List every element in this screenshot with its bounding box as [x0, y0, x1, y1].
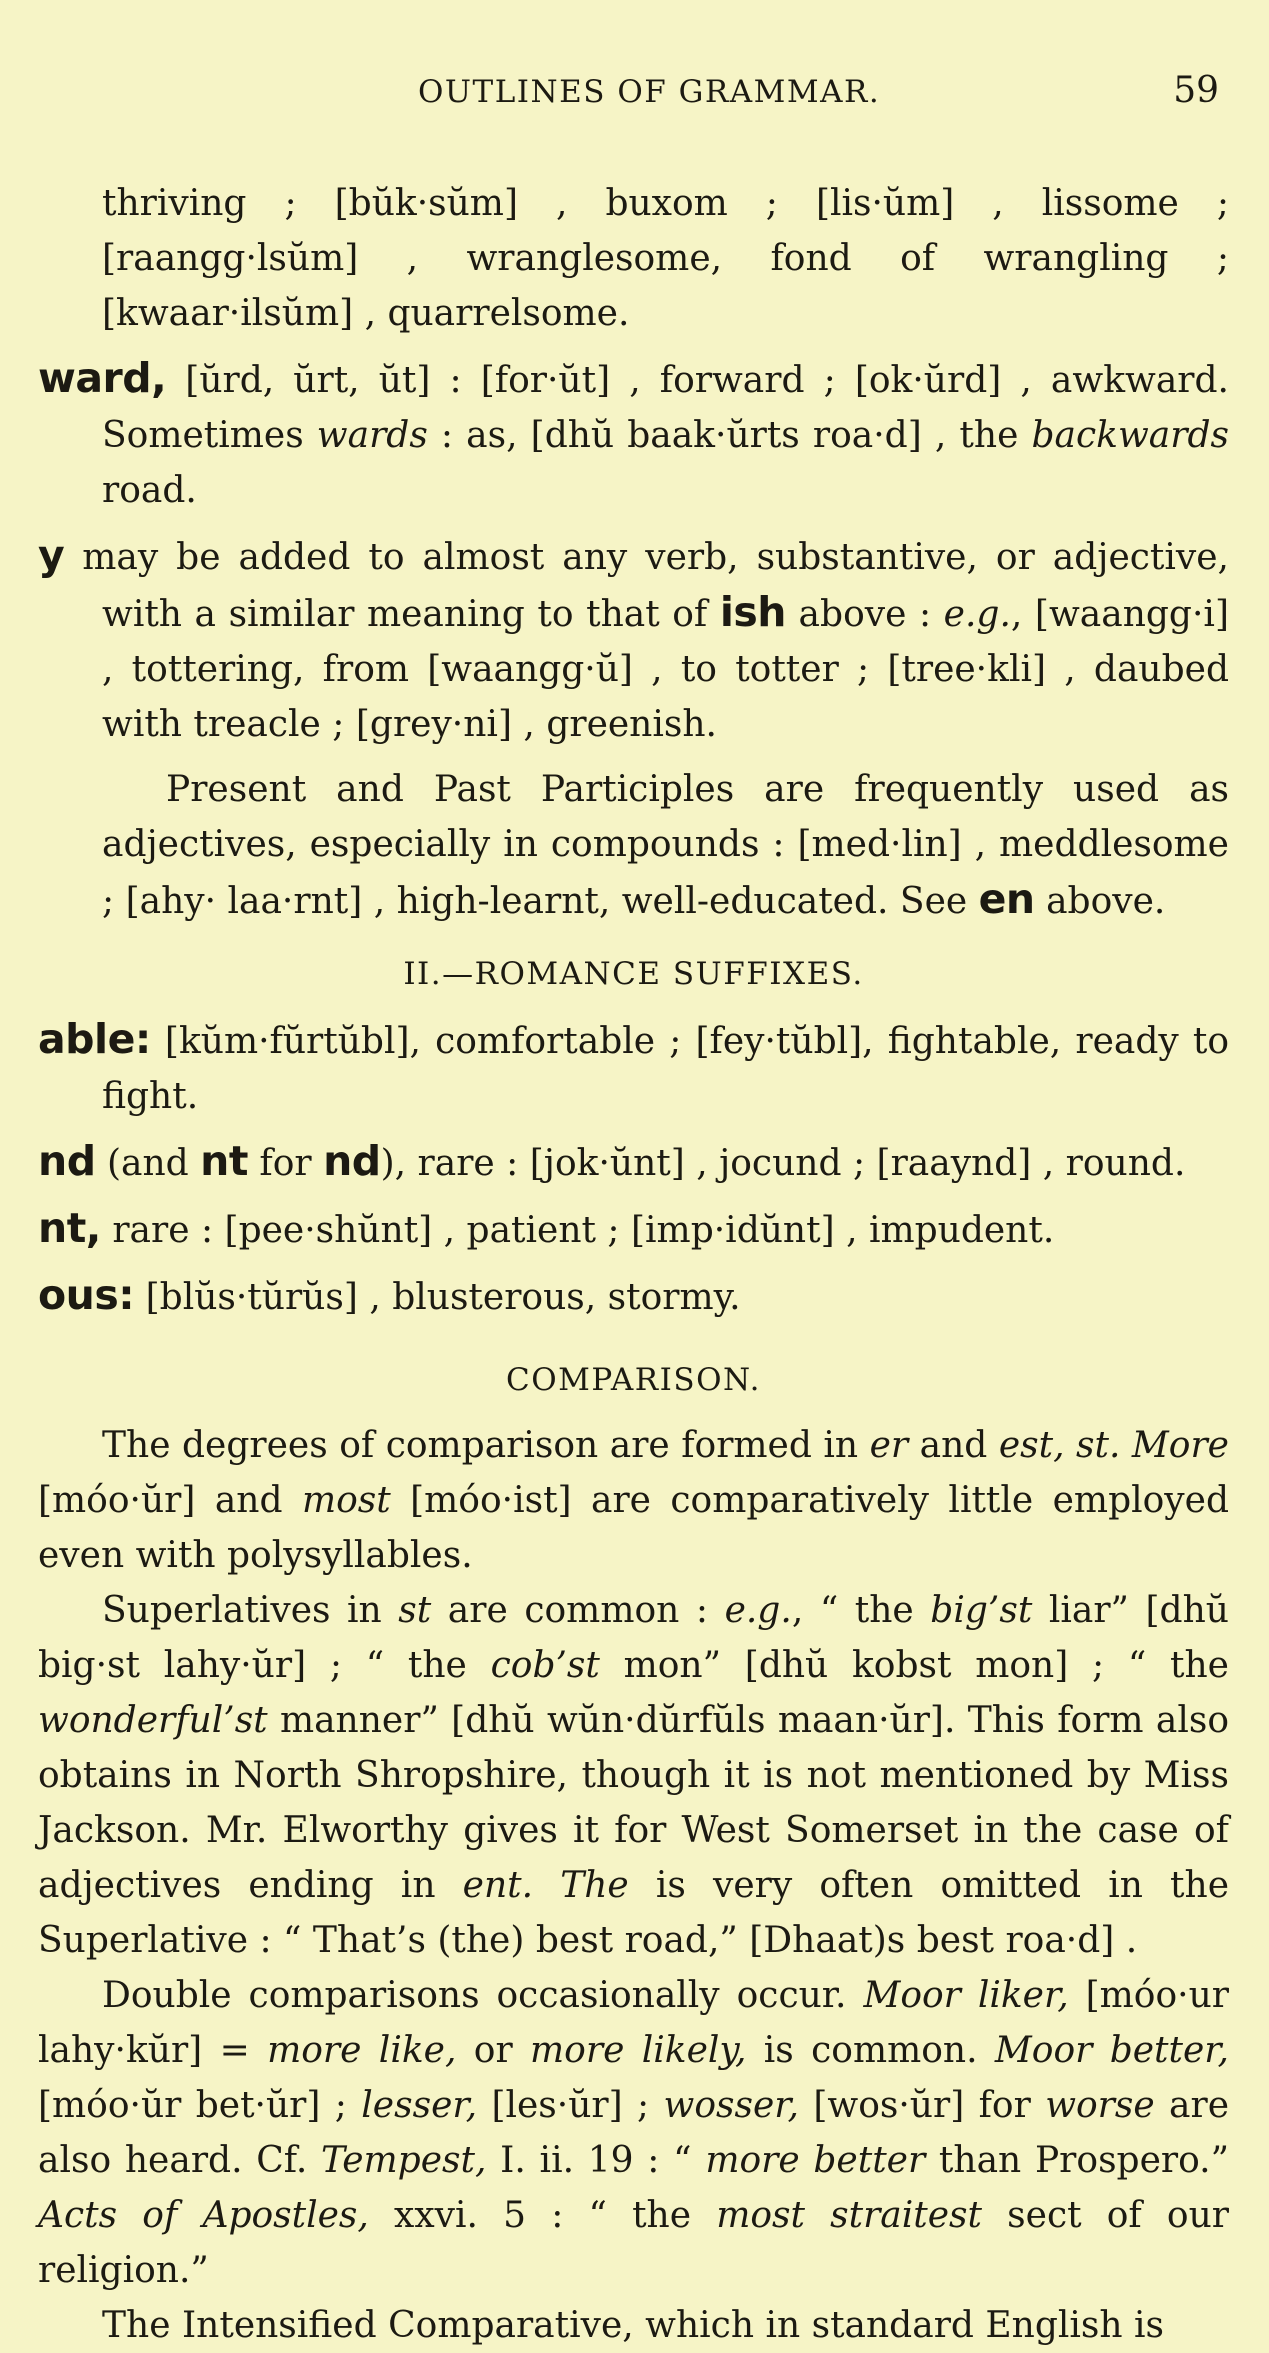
entry-ward: ward, [ŭrd, ŭrt, ŭt] : [for·ŭt] , forward ; [ok·ŭrd] , awkward. Sometimes wards : as, [dhŭ baak·ŭrts roa·d] , the backwards road.	[38, 354, 1229, 511]
entry-able: able: [kŭm·fŭrtŭbl], comfortable ; [fey·tŭbl], fightable, ready to fight.	[38, 1015, 1229, 1117]
suffix-ish: ish	[719, 588, 786, 636]
suffix-nt: nt,	[38, 1204, 101, 1252]
paragraph-degrees: The degrees of comparison are formed in er and est, st. More [móo·ŭr] and most [móo·ist] are comparatively little employed even with polysyllables.	[38, 1425, 1229, 1576]
entry-nd: nd (and nt for nd), rare : [jok·ŭnt] , jocund ; [raaynd] , round.	[38, 1137, 1186, 1185]
suffix-nd: nd	[38, 1137, 96, 1185]
entry-nt: nt, rare : [pee·shŭnt] , patient ; [imp·idŭnt] , impudent.	[38, 1204, 1055, 1252]
suffix-able: able:	[38, 1015, 151, 1063]
section-heading-romance: II.—ROMANCE SUFFIXES.	[403, 956, 864, 992]
page-number: 59	[1173, 70, 1219, 111]
paragraph-intensified: The Intensified Comparative, which in standard English is	[102, 2305, 1165, 2346]
running-header	[38, 66, 1229, 116]
suffix-ous: ous:	[38, 1271, 135, 1319]
suffix-y: y	[38, 531, 65, 579]
running-title: OUTLINES OF GRAMMAR.	[418, 74, 881, 110]
page-body	[38, 176, 1229, 2353]
entry-ous: ous: [blŭs·tŭrŭs] , blusterous, stormy.	[38, 1271, 741, 1319]
suffix-ward: ward,	[38, 354, 167, 402]
entry-y: y may be added to almost any verb, substantive, or adjective, with a similar meaning to that of ish above : e.g., [waangg·i] , tottering, from [waangg·ŭ] , to totter ; [tree·kli] , daubed with treacle ; [grey·ni] , greenish.	[38, 531, 1229, 745]
paragraph-double-comparisons: Double comparisons occasionally occur. Moor liker, [móo·ur lahy·kŭr] = more like, or more likely, is common. Moor better, [móo·ŭr bet·ŭr] ; lesser, [les·ŭr] ; wosser, [wos·ŭr] for worse are also heard. Cf. Tempest, I. ii. 19 : “ more better than Prospero.” Acts of Apostles, xxvi. 5 : “ the most straitest sect of our religion.”	[38, 1975, 1230, 2291]
paragraph-superlatives: Superlatives in st are common : e.g., “ the big’st liar” [dhŭ big·st lahy·ŭr] ; “ the cob’st mon” [dhŭ kobst mon] ; “ the wonderful’st manner” [dhŭ wŭn·dŭrfŭls maan·ŭr]. This form also obtains in North Shropshire, though it is not mentioned by Miss Jackson. Mr. Elworthy gives it for West Somerset in the case of adjectives ending in ent. The is very often omitted in the Superlative : “ That’s (the) best road,” [Dhaat)s best roa·d] .	[38, 1590, 1230, 1961]
section-heading-comparison: COMPARISON.	[505, 1362, 761, 1398]
paragraph-ful-continued: thriving ; [bŭk·sŭm] , buxom ; [lis·ŭm] , lissome ; [raangg·lsŭm] , wranglesome, fond of wrangling ; [kwaar·ilsŭm] , quarrelsome.	[102, 183, 1229, 334]
paragraph-participles: Present and Past Participles are frequently used as adjectives, especially in compounds : [med·lin] , meddlesome ; [ahy· laa·rnt] , high-learnt, well-educated. See en above.	[102, 769, 1229, 923]
suffix-en: en	[978, 875, 1035, 923]
